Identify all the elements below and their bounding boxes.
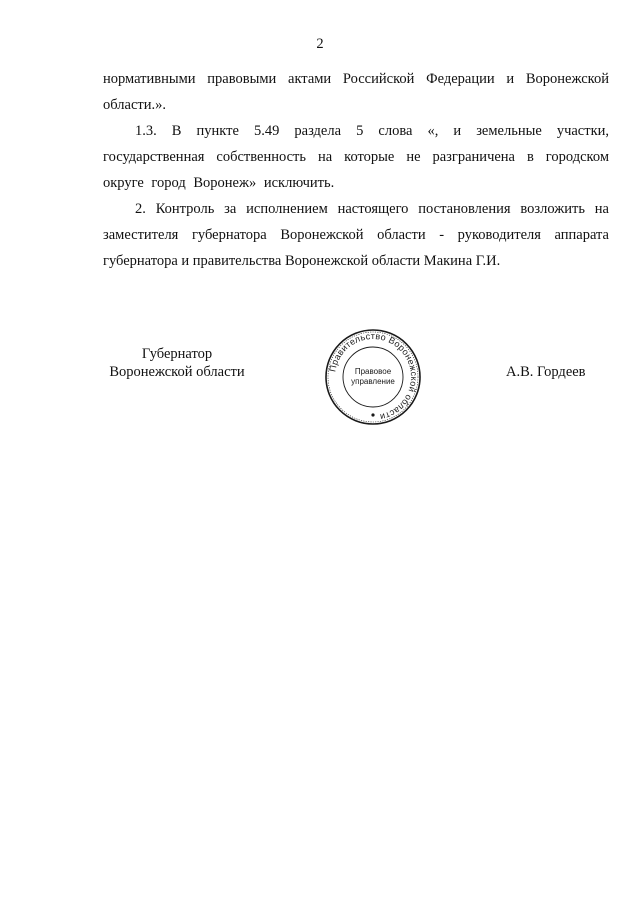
paragraph-continuation: нормативными правовыми актами Российской Федерации и Воронежской области.». (103, 71, 609, 113)
signatory-title-line-2: Воронежской области (109, 364, 245, 380)
signatory-name: А.В. Гордеев (506, 364, 586, 380)
seal-inner-line-2: управление (351, 377, 395, 386)
seal-bottom-dot (371, 413, 374, 416)
seal-inner-line-1: Правовое (354, 367, 392, 376)
signatory-title-line-1: Губернатор (141, 346, 213, 362)
paragraph-item-2: 2. Контроль за исполнением настоящего постановления возложить на заместителя губернатора Воронежской области - руководителя аппарата губернатора и правительства Воронежской области Макина Г.И. (103, 201, 609, 269)
official-seal (323, 327, 423, 427)
signatory-title (102, 345, 252, 381)
document-body (103, 66, 609, 274)
seal-outer-text-path: Правительство Воронежской области (327, 330, 420, 423)
paragraph-item-1-3: 1.3. В пункте 5.49 раздела 5 слова «, и земельные участки, государственная собственность на которые не разграничена в городском округе город Воронеж» исключить. (103, 123, 609, 191)
page-number: 2 (316, 36, 324, 52)
seal-graphic (323, 327, 423, 427)
